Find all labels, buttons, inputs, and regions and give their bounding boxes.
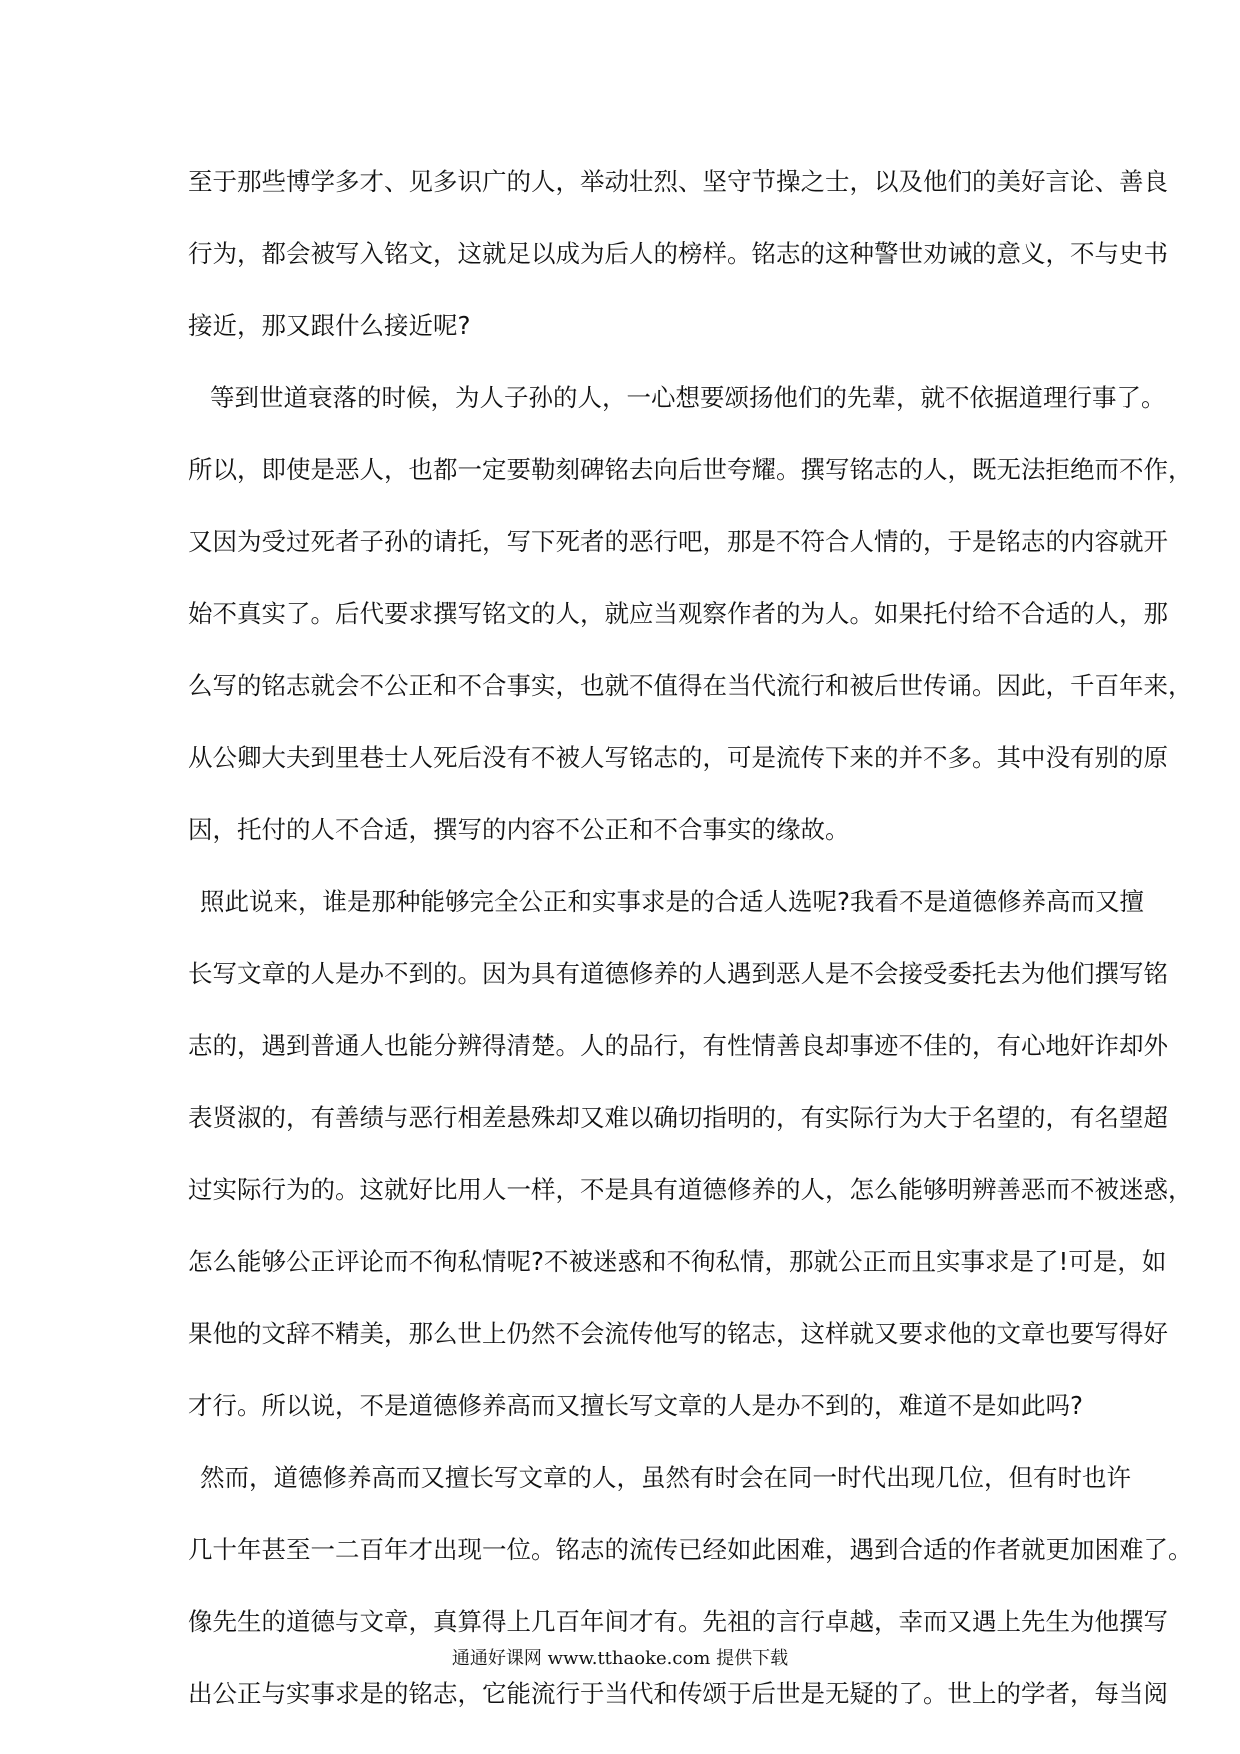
text-line: 几十年甚至一二百年才出现一位。铭志的流传已经如此困难，遇到合适的作者就更加困难了。	[188, 1535, 1193, 1564]
text-line: 从公卿大夫到里巷士人死后没有不被人写铭志的，可是流传下来的并不多。其中没有别的原	[188, 743, 1168, 772]
text-line: 然而，道德修养高而又擅长写文章的人，虽然有时会在同一时代出现几位，但有时也许	[200, 1463, 1131, 1492]
body-text	[188, 162, 1193, 1746]
text-line: 才行。所以说，不是道德修养高而又擅长写文章的人是办不到的，难道不是如此吗?	[188, 1391, 1083, 1420]
text-line: 出公正与实事求是的铭志，它能流行于当代和传颂于后世是无疑的了。世上的学者，每当阅	[188, 1679, 1168, 1708]
text-line: 么写的铭志就会不公正和不合事实，也就不值得在当代流行和被后世传诵。因此，千百年来，	[188, 671, 1193, 700]
paragraph-4	[188, 1458, 1193, 1746]
text-line: 过实际行为的。这就好比用人一样，不是具有道德修养的人，怎么能够明辨善恶而不被迷惑，	[188, 1175, 1193, 1204]
text-line: 果他的文辞不精美，那么世上仍然不会流传他写的铭志，这样就又要求他的文章也要写得好	[188, 1319, 1168, 1348]
text-line: 接近，那又跟什么接近呢?	[188, 311, 471, 340]
text-line: 至于那些博学多才、见多识广的人，举动壮烈、坚守节操之士，以及他们的美好言论、善良	[188, 167, 1168, 196]
text-line: 因，托付的人不合适，撰写的内容不公正和不合事实的缘故。	[188, 815, 850, 844]
text-line: 行为，都会被写入铭文，这就足以成为后人的榜样。铭志的这种警世劝诫的意义，不与史书	[188, 239, 1168, 268]
text-line: 像先生的道德与文章，真算得上几百年间才有。先祖的言行卓越，幸而又遇上先生为他撰写	[188, 1607, 1168, 1636]
page-footer: 通通好课网 www.tthaoke.com 提供下载	[451, 1648, 789, 1669]
text-line: 表贤淑的，有善绩与恶行相差悬殊却又难以确切指明的，有实际行为大于名望的，有名望超	[188, 1103, 1168, 1132]
paragraph-1	[188, 162, 1168, 378]
text-line: 长写文章的人是办不到的。因为具有道德修养的人遇到恶人是不会接受委托去为他们撰写铭	[188, 959, 1168, 988]
paragraph-3	[188, 882, 1193, 1458]
text-line: 怎么能够公正评论而不徇私情呢?不被迷惑和不徇私情，那就公正而且实事求是了!可是，如	[188, 1247, 1167, 1276]
text-line: 志的，遇到普通人也能分辨得清楚。人的品行，有性情善良却事迹不佳的，有心地奸诈却外	[188, 1031, 1168, 1060]
text-line: 等到世道衰落的时候，为人子孙的人，一心想要颂扬他们的先辈，就不依据道理行事了。	[210, 383, 1166, 412]
paragraph-2	[188, 378, 1193, 882]
text-line: 始不真实了。后代要求撰写铭文的人，就应当观察作者的为人。如果托付给不合适的人，那	[188, 599, 1168, 628]
text-line: 所以，即使是恶人，也都一定要勒刻碑铭去向后世夸耀。撰写铭志的人，既无法拒绝而不作，	[188, 455, 1193, 484]
text-line: 照此说来，谁是那种能够完全公正和实事求是的合适人选呢?我看不是道德修养高而又擅	[200, 887, 1144, 916]
text-line: 又因为受过死者子孙的请托，写下死者的恶行吧，那是不符合人情的，于是铭志的内容就开	[188, 527, 1168, 556]
